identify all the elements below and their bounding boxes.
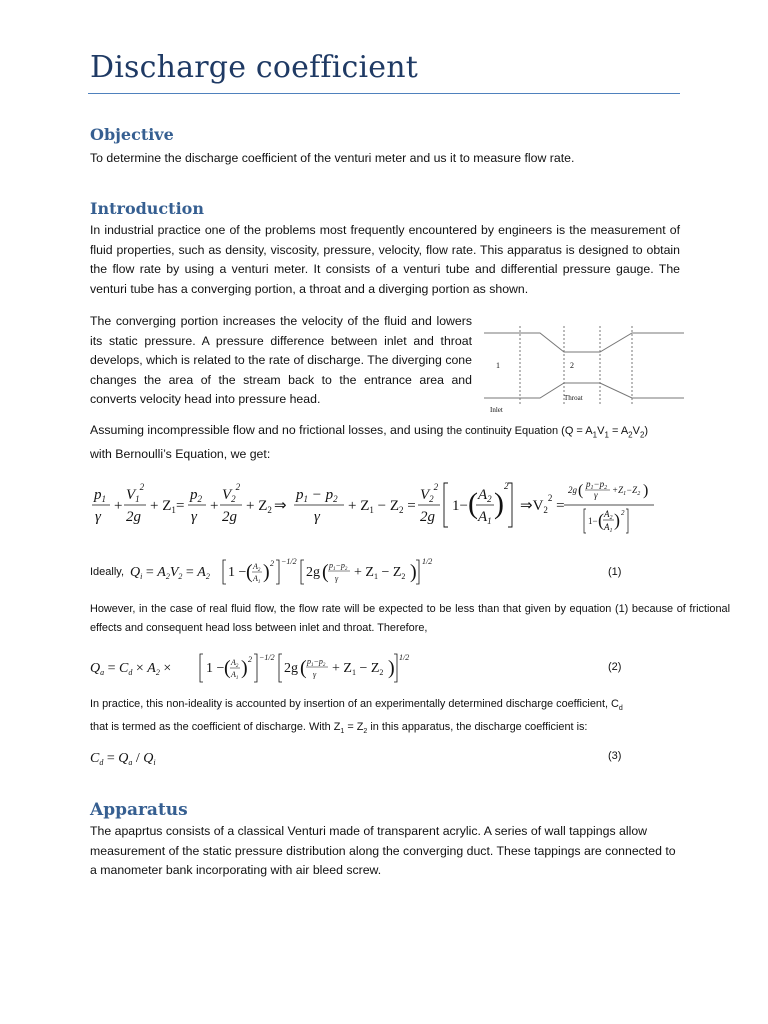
- svg-text:2: 2: [248, 655, 252, 664]
- svg-text:A2: $A_2$: [253, 562, 261, 573]
- practice-paragraph: In practice, this non-ideality is accounted by insertion of an experimentally determined discharge coefficient, $C_d$ that is termed as the coefficient of discharge. With $Z_1 = Z_2$ in this apparatus, the discharge coefficient is:: [90, 698, 623, 736]
- equation-3: [90, 744, 180, 770]
- svg-text:=: =: [176, 498, 185, 514]
- svg-text:+: +: [210, 498, 219, 514]
- svg-text:γ: γ: [191, 509, 197, 525]
- svg-text:2g: 2g: [126, 509, 141, 525]
- equation-2: [90, 650, 410, 686]
- svg-text:V22: $V_2^2$: [222, 482, 241, 504]
- svg-text:p1 − p2: $p_1 - p_2$: [296, 487, 338, 504]
- introduction-paragraph-2: The converging portion increases the velocity of the fluid and lowers its static pressure. A pressure difference between inlet and throat develops, which is related to the rate of discharge. The diverging cone changes the area of the stream back to the entrance area and converts velocity head into pressure head.: [90, 314, 472, 407]
- svg-text:2g: 2g: [420, 509, 435, 525]
- svg-text:(: (: [598, 510, 604, 530]
- svg-text:⇒: ⇒: [274, 498, 287, 514]
- svg-text:A2: $A_2$: [231, 658, 239, 669]
- svg-text:Cd = Qa / Qi: $C_d = Q_a / Q_i$: [90, 751, 156, 767]
- svg-text:1−: 1−: [588, 516, 598, 526]
- figure-label-2: 2: [570, 361, 574, 370]
- svg-text:): ): [388, 657, 395, 679]
- svg-text:+ Z1: + $Z_1$: [150, 498, 176, 515]
- practice-text-c: in this apparatus, the discharge coefficient is:: [370, 721, 588, 734]
- svg-text:γ: γ: [95, 509, 101, 525]
- svg-text:A1: $A_1$: [478, 509, 492, 526]
- svg-text:(: (: [468, 487, 478, 520]
- svg-text:(: (: [322, 561, 329, 583]
- svg-text:(: (: [578, 482, 584, 499]
- objective-heading: Objective: [90, 125, 174, 144]
- svg-text:): ): [263, 561, 270, 583]
- svg-text:): ): [494, 487, 504, 520]
- figure-label-inlet: Inlet: [490, 406, 503, 414]
- svg-text:−1/2: −1/2: [259, 653, 275, 662]
- introduction-paragraph-1: In industrial practice one of the problems most frequently encountered by engineers is the measurement of fluid properties, such as density, viscosity, pressure, velocity, flow rate. This apparatus is designed to obtain the flow rate by using a venturi meter. It consists of a venturi tube and differential pressure gauge. The venturi tube has a converging portion, a throat and a diverging portion as shown.: [90, 223, 680, 296]
- page-title: Discharge coefficient: [90, 50, 419, 85]
- svg-text:1/2: 1/2: [399, 653, 410, 662]
- svg-text:γ: γ: [335, 574, 339, 583]
- objective-text: To determine the discharge coefficient of the venturi meter and us it to measure flow rate.: [90, 151, 575, 165]
- svg-text:p1−p2: $p_1-p_2$: [307, 657, 326, 668]
- svg-text:2g: 2g: [222, 509, 237, 525]
- svg-text:+: +: [114, 498, 123, 514]
- svg-text:A1: $A_1$: [231, 670, 239, 681]
- title-underline: [88, 93, 680, 94]
- bernoulli-equation: [90, 475, 670, 537]
- svg-text:2g: 2g: [306, 565, 320, 580]
- svg-text:p1−p2: $p_1-p_2$: [586, 479, 608, 491]
- svg-text:γ: γ: [594, 490, 598, 500]
- svg-text:V22: $V_2^2$: [420, 482, 439, 504]
- ideally-label: Ideally,: [90, 566, 125, 578]
- svg-text:1−: 1−: [452, 498, 468, 514]
- practice-text-b: that is termed as the coefficient of discharge. With Z: [90, 721, 341, 734]
- continuity-text-b: the continuity Equation (Q = A: [446, 425, 593, 437]
- svg-text:2: 2: [621, 509, 625, 517]
- introduction-heading: Introduction: [90, 199, 204, 218]
- continuity-text-a: Assuming incompressible flow and no frictional losses, and using: [90, 423, 444, 437]
- svg-text:1 −: 1 −: [206, 661, 225, 676]
- svg-text:p1−p2: $p_1-p_2$: [329, 561, 348, 572]
- svg-text:(: (: [246, 561, 253, 583]
- apparatus-text: The apaprtus consists of a classical Venturi made of transparent acrylic. A series of wall tappings allow measurement of the static pressure distribution along the converging duct. These tappings are connected to a manometer bank incorporating with air bleed screw.: [90, 824, 676, 878]
- equation-1: [128, 554, 448, 590]
- svg-text:p2: $p_2$: [190, 487, 202, 504]
- svg-text:A2: $A_2$: [604, 509, 613, 521]
- svg-text:+ Z1 − Z2 =: + $Z_1 - Z_2$ =: [348, 498, 416, 515]
- svg-text:A1: $A_1$: [253, 574, 261, 585]
- svg-text:V12: $V_1^2$: [126, 482, 145, 504]
- svg-text:Qi = A2V2 = A2: $Q_i = A_2V_2 = A_2$: [130, 565, 210, 581]
- svg-text:): ): [643, 482, 649, 499]
- real-flow-paragraph: However, in the case of real fluid flow, the flow rate will be expected to be less than that given by equation (1) because of frictional effects and consequent head loss between inlet and throat. Therefore,: [90, 603, 730, 634]
- figure-label-throat: Throat: [564, 394, 583, 402]
- svg-text:A2: $A_2$: [478, 487, 492, 504]
- equation-1-number: (1): [608, 566, 622, 578]
- svg-text:): ): [241, 657, 248, 679]
- continuity-paragraph: Assuming incompressible flow and no frictional losses, and using the continuity Equation $(Q = A_1V_1 = A_2V_2)$ with Bernoulli’s Equation, we get:: [90, 423, 649, 462]
- svg-text:(: (: [300, 657, 307, 679]
- svg-text:+ Z1 − Z2: + $Z_1 - Z_2$: [332, 661, 384, 677]
- svg-text:(: (: [224, 657, 231, 679]
- continuity-text-c: with Bernoulli’s Equation, we get:: [90, 447, 271, 462]
- figure-label-1: 1: [496, 361, 500, 370]
- svg-text:⇒V22 =: $\Rightarrow V_2^2$ =: [520, 493, 565, 515]
- svg-text:): ): [410, 561, 417, 583]
- venturi-tube-figure: [484, 318, 684, 418]
- svg-text:γ: γ: [314, 509, 320, 525]
- svg-text:A1: $A_1$: [604, 522, 613, 534]
- svg-text:2g: 2g: [284, 661, 298, 676]
- equation-2-number: (2): [608, 661, 622, 673]
- svg-text:p1: $p_1$: [94, 487, 106, 504]
- svg-text:γ: γ: [313, 670, 317, 679]
- svg-text:2g: 2g: [568, 485, 577, 495]
- svg-text:2: 2: [504, 481, 509, 491]
- svg-text:2: 2: [270, 559, 274, 568]
- svg-text:1/2: 1/2: [422, 557, 433, 566]
- svg-text:+ Z2: + $Z_2$: [246, 498, 272, 515]
- equation-3-number: (3): [608, 750, 622, 762]
- svg-text:+Z1−Z2: $+Z_1-Z_2$: [612, 485, 641, 497]
- svg-text:+ Z1 − Z2: + $Z_1 - Z_2$: [354, 565, 406, 581]
- svg-text:1 −: 1 −: [228, 565, 247, 580]
- svg-text:): ): [614, 510, 620, 530]
- svg-text:−1/2: −1/2: [281, 557, 297, 566]
- svg-text:Qa = Cd × A2 ×: $Q_a = C_d \times A_2$ ×: [90, 661, 172, 677]
- apparatus-heading: Apparatus: [90, 800, 188, 820]
- practice-text-a: In practice, this non-ideality is accounted by insertion of an experimentally determined discharge coefficient, C: [90, 698, 619, 710]
